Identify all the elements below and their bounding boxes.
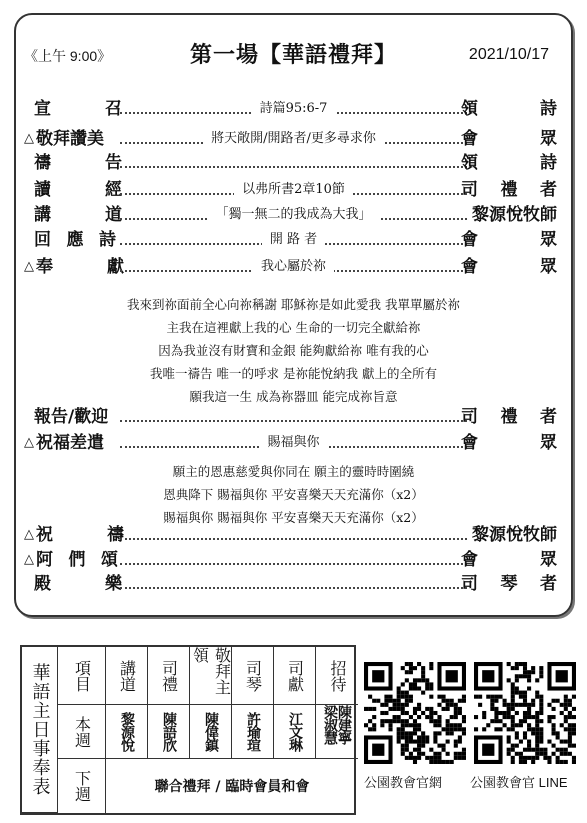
order-item-role-char: 黎源悅牧師 <box>472 525 557 545</box>
order-item-role-char: 會 <box>461 257 478 277</box>
order-item-name-char: 告 <box>105 153 122 173</box>
order-item-role-char: 眾 <box>540 257 557 277</box>
triangle-marker-icon: △ <box>24 435 34 450</box>
order-of-worship-frame <box>14 13 573 617</box>
order-item-role <box>461 548 557 572</box>
order-item-name-char: 應 <box>66 230 84 250</box>
dotted-leader <box>120 166 467 168</box>
dotted-leader <box>120 420 467 422</box>
order-row <box>16 255 571 279</box>
order-item-role <box>461 178 557 202</box>
order-item-role <box>461 127 557 151</box>
order-item-role <box>461 255 557 279</box>
page-title: 第一場【華語禮拜】 <box>189 43 397 68</box>
order-item-name-char: 宣 <box>34 99 51 119</box>
order-item-role-char: 眾 <box>540 433 557 453</box>
order-item-role-char: 琴 <box>500 574 518 594</box>
order-item-role-char: 眾 <box>540 230 557 250</box>
order-row <box>16 178 571 202</box>
order-item-role-char: 禮 <box>500 180 518 200</box>
order-item-detail-text: 我心屬於祢 <box>253 259 334 274</box>
order-item-name-char: 敬拜讚美 <box>36 129 104 149</box>
duty-header-cell: 司禮 <box>148 647 190 705</box>
order-item-role <box>461 405 557 429</box>
order-item-role-char: 會 <box>461 550 478 570</box>
order-item-role <box>461 151 557 175</box>
order-item-name-char: 講 <box>34 205 51 225</box>
qr-code-label: 公園教會官 LINE <box>470 775 568 790</box>
duty-name-cell: 陳語欣 <box>148 705 190 759</box>
order-item-role <box>461 228 557 252</box>
duty-header-cell: 敬拜主領 <box>190 647 232 705</box>
order-item-name-char: 祝 <box>36 525 53 545</box>
order-item-role-char: 者 <box>540 180 557 200</box>
order-item-name <box>34 151 122 175</box>
duty-name-cell: 陳建寧 梁淑慧 <box>316 705 358 759</box>
order-item-detail-text: 詩篇95:6-7 <box>252 101 336 116</box>
duty-header-cell: 司獻 <box>274 647 316 705</box>
dotted-leader <box>120 563 467 565</box>
qr-code-icon[interactable] <box>474 662 576 764</box>
order-item-name <box>36 548 118 572</box>
next-week-note: 聯合禮拜 / 臨時會員和會 <box>154 779 310 795</box>
order-item-role <box>461 431 557 455</box>
qr-code-icon[interactable] <box>364 662 466 764</box>
order-item-name <box>34 572 122 596</box>
order-item-name-char: 禱 <box>107 525 124 545</box>
duty-header-cell: 項目 <box>58 647 106 705</box>
order-item-name-char: 祝福差遣 <box>36 433 104 453</box>
qr-code-label: 公園教會官網 <box>364 775 443 790</box>
order-item-role-char: 司 <box>461 180 478 200</box>
order-item-detail-text: 將天敞開/開路者/更多尋求你 <box>203 131 384 146</box>
order-item-role <box>461 97 557 121</box>
order-item-name-char: 召 <box>105 99 122 119</box>
duty-header-cell: 司琴 <box>232 647 274 705</box>
order-item-name-char: 道 <box>105 205 122 225</box>
duty-table-title: 華語主日事奉表 <box>22 647 58 813</box>
order-item-name-char: 奉 <box>36 257 53 277</box>
order-item-name-char: 殿 <box>34 574 51 594</box>
duty-name-cell: 陳偉鎮 <box>190 705 232 759</box>
order-row <box>16 572 571 596</box>
lyric-line: 願主的恩惠慈愛與你同在 願主的靈時時圍繞 <box>172 464 415 479</box>
duty-roster-table <box>20 645 356 815</box>
order-item-role-char: 眾 <box>540 129 557 149</box>
order-row <box>16 127 571 151</box>
order-item-role-char: 眾 <box>540 550 557 570</box>
triangle-marker-icon: △ <box>24 259 34 274</box>
lyric-line: 願我這一生 成為祢器皿 能完成祢旨意 <box>189 389 398 404</box>
order-item-detail-text: 開 路 者 <box>262 232 325 247</box>
order-item-role <box>461 572 557 596</box>
order-item-role-char: 領 <box>461 153 478 173</box>
order-item-role-char: 詩 <box>540 99 557 119</box>
order-item-name-char: 詩 <box>99 230 116 250</box>
duty-header-cell: 招待 <box>316 647 358 705</box>
order-item-role-char: 者 <box>540 407 557 427</box>
order-item-name <box>34 405 108 429</box>
duty-name-cell: 許瑜瑄 <box>232 705 274 759</box>
order-item-name-char: 回 <box>34 230 51 250</box>
order-row <box>16 228 571 252</box>
service-date: 2021/10/17 <box>468 46 549 63</box>
order-item-name-char: 禱 <box>34 153 51 173</box>
dotted-leader <box>120 587 467 589</box>
order-item-name-char: 報告/歡迎 <box>34 407 109 427</box>
order-row <box>16 151 571 175</box>
order-item-role-char: 禮 <box>500 407 518 427</box>
offering-lyrics <box>16 293 571 408</box>
lyric-line: 賜福與你 賜福與你 平安喜樂天天充滿你（x2） <box>163 510 424 525</box>
order-row <box>16 97 571 121</box>
duty-name-cell: 黎源悅 <box>106 705 148 759</box>
order-item-role-char: 黎源悅牧師 <box>472 205 557 225</box>
order-item-name-char: 獻 <box>107 257 124 277</box>
triangle-marker-icon: △ <box>24 552 34 567</box>
order-row <box>16 405 571 429</box>
order-item-name-char: 頌 <box>101 550 118 570</box>
order-item-role-char: 領 <box>461 99 478 119</box>
next-week-label: 下週 <box>58 759 106 813</box>
order-item-name-char: 阿 <box>36 550 53 570</box>
duty-header-cell: 講道 <box>106 647 148 705</box>
order-item-role-char: 者 <box>540 574 557 594</box>
order-item-name-char: 樂 <box>105 574 122 594</box>
lyric-line: 主我在這裡獻上我的心 生命的一切完全獻給祢 <box>166 320 421 335</box>
order-row <box>16 548 571 572</box>
order-item-role-char: 會 <box>461 230 478 250</box>
triangle-marker-icon: △ <box>24 131 34 146</box>
this-week-label: 本週 <box>58 705 106 759</box>
order-item-role <box>461 203 557 227</box>
order-row <box>16 203 571 227</box>
lyric-line: 我唯一禱告 唯一的呼求 是祢能悅納我 獻上的全所有 <box>150 366 437 381</box>
order-item-role-char: 會 <box>461 433 478 453</box>
order-item-role-char: 詩 <box>540 153 557 173</box>
order-item-name-char: 經 <box>105 180 122 200</box>
order-item-detail-text: 「獨一無二的我成為大我」 <box>207 207 379 222</box>
dotted-leader <box>120 538 467 540</box>
order-item-role-char: 司 <box>461 407 478 427</box>
blessing-lyrics <box>16 460 571 529</box>
lyric-line: 我來到祢面前全心向祢稱謝 耶穌祢是如此愛我 我單單屬於祢 <box>127 297 460 312</box>
order-item-role-char: 會 <box>461 129 478 149</box>
order-item-name-char: 讀 <box>34 180 51 200</box>
order-item-detail-text: 以弗所書2章10節 <box>234 182 353 197</box>
lyric-line: 因為我並沒有財寶和金銀 能夠獻給祢 唯有我的心 <box>158 343 429 358</box>
order-item-detail-text: 賜福與你 <box>259 435 327 450</box>
duty-name-cell: 江文琳 <box>274 705 316 759</box>
order-item-role-char: 司 <box>461 574 478 594</box>
order-row <box>16 431 571 455</box>
service-time: 《上午 9:00》 <box>24 48 112 64</box>
lyric-line: 恩典降下 賜福與你 平安喜樂天天充滿你（x2） <box>163 487 424 502</box>
order-item-name-char: 們 <box>68 550 86 570</box>
triangle-marker-icon: △ <box>24 527 34 542</box>
